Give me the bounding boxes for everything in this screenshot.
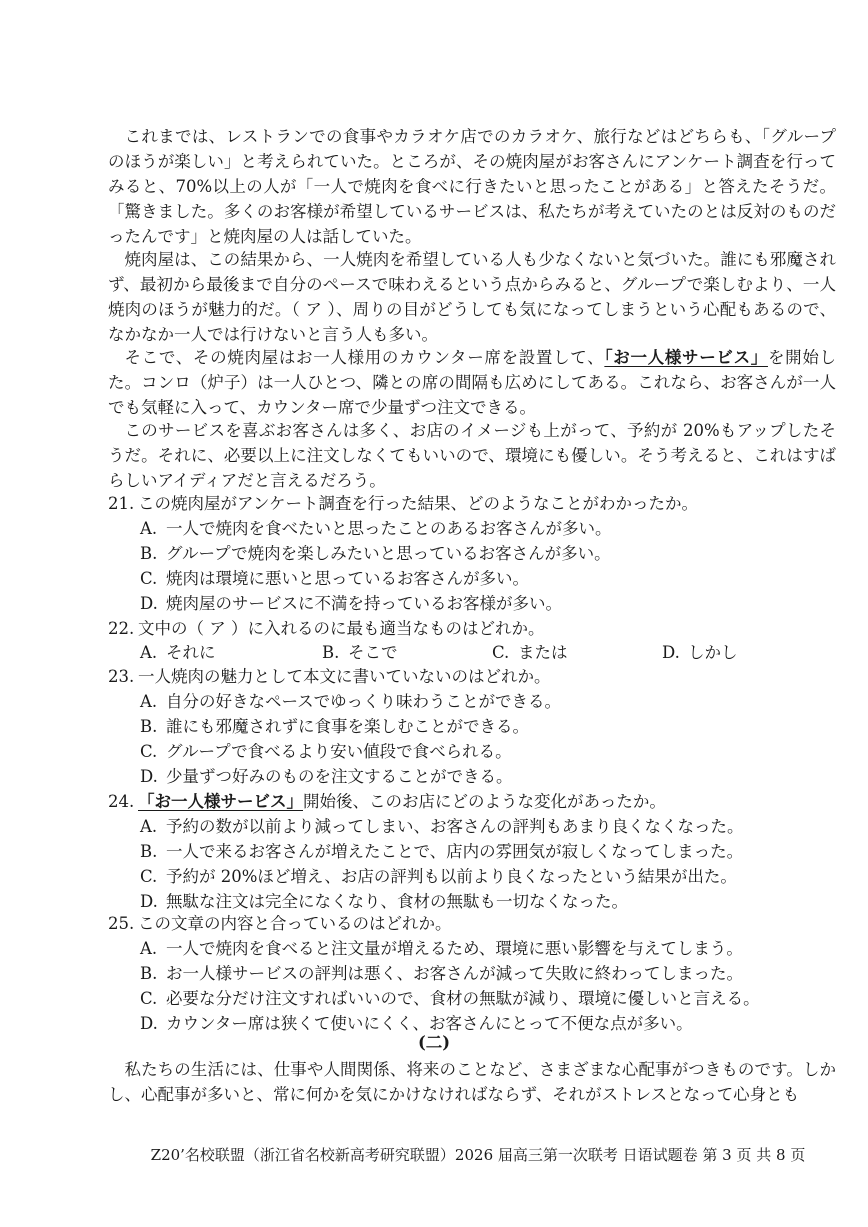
passage-paragraph-2: 焼肉屋は、この結果から、一人焼肉を希望している人も少なくないと気づいた。誰にも邪魔されず、最初から最後まで自分のペースで味わえるという点からみると、グループで楽しむより、一人焼肉のほうが魅力的だ。（ ア ）、周りの目がどうしても気になってしまうという心配もあるので、なかなか一人では行けないと言う人も多い。: [108, 250, 836, 344]
option-letter: B.: [140, 964, 158, 983]
underlined-phrase: 「お一人様サービス」: [138, 792, 303, 811]
question-21: [108, 492, 848, 516]
option-text: 一人で焼肉を食べると注文量が増えるため、環境に悪い影響を与えてしまう。: [166, 939, 743, 958]
option-letter: C.: [140, 742, 158, 761]
question-text: この文章の内容と合っているのはどれか。: [138, 914, 452, 933]
passage-text: そこで、その焼肉屋はお一人様用のカウンター席を設置して、: [124, 348, 605, 367]
option-letter: D.: [662, 643, 680, 662]
option-text: 必要な分だけ注文すればいいので、食材の無駄が減り、環境に優しいと言える。: [166, 989, 760, 1008]
option-text: しかし: [688, 643, 738, 662]
option-letter: A.: [140, 817, 158, 836]
option-letter: A.: [140, 643, 158, 662]
option-text: カウンター席は狭くて使いにくく、お客さんにとって不便な点が多い。: [166, 1014, 693, 1033]
question-text: 文中の（ ア ）に入れるのに最も適当なものはどれか。: [138, 619, 545, 638]
option-text: 少量ずつ好みのものを注文することができる。: [166, 767, 513, 786]
option-text: 焼肉は環境に悪いと思っているお客さんが多い。: [166, 569, 529, 588]
question-22: [108, 617, 848, 641]
option-25-b: [140, 962, 840, 986]
passage-paragraph-3: [108, 345, 836, 420]
option-24-d: [140, 890, 840, 914]
question-number: 25.: [108, 914, 135, 933]
option-letter: C.: [140, 989, 158, 1008]
option-text: 無駄な注文は完全になくなり、食材の無駄も一切なくなった。: [166, 892, 628, 911]
option-23-a: [140, 690, 840, 714]
passage-paragraph-1: これまでは、レストランでの食事やカラオケ店でのカラオケ、旅行などはどちらも、「グループのほうが楽しい」と考えられていた。ところが、その焼肉屋がお客さんにアンケート調査を行ってみると、70%以上の人が「一人で焼肉を食べに行きたいと思ったことがある」と答えたそうだ。「驚きました。多くのお客様が希望しているサービスは、私たちが考えていたのとは反対のものだったんです」と焼肉屋の人は話していた。: [108, 127, 836, 246]
option-text: グループで食べるより安い値段で食べられる。: [166, 742, 512, 761]
option-21-d: [140, 592, 840, 616]
option-text: そこで: [348, 643, 398, 662]
section2-paragraph-1: 私たちの生活には、仕事や人間関係、将来のことなど、さまざまな心配事がつきものです。しかし、心配事が多いと、常に何かを気にかけなければならず、それがストレスとなって心身とも: [108, 1060, 836, 1104]
option-letter: A.: [140, 519, 158, 538]
question-number: 23.: [108, 667, 135, 686]
option-letter: C.: [140, 569, 158, 588]
option-24-c: [140, 865, 840, 889]
option-22-c: [492, 641, 568, 665]
option-letter: C.: [492, 643, 510, 662]
passage-paragraph-4: このサービスを喜ぶお客さんは多く、お店のイメージも上がって、予約が 20%もアップしたそうだ。それに、必要以上に注文しなくてもいいので、環境にも優しい。そう考えると、これはすばらしいアイディアだと言えるだろう。: [108, 421, 836, 490]
option-21-b: [140, 542, 840, 566]
question-text: この焼肉屋がアンケート調査を行った結果、どのようなことがわかったか。: [138, 494, 699, 513]
question-25: [108, 912, 848, 936]
option-21-a: [140, 517, 840, 541]
option-24-b: [140, 840, 840, 864]
option-text: 一人で焼肉を食べたいと思ったことのあるお客さんが多い。: [166, 519, 612, 538]
page-footer: Z20’名校联盟（浙江省名校新高考研究联盟）2026 届高三第一次联考 日语试题卷 第 3 页 共 8 页: [150, 1146, 806, 1164]
option-23-d: [140, 765, 840, 789]
section-heading: (二): [417, 1033, 451, 1052]
underlined-phrase: 「お一人様サービス」: [604, 348, 768, 367]
option-23-c: [140, 740, 840, 764]
option-text: 一人で来るお客さんが増えたことで、店内の雰囲気が寂しくなってしまった。: [166, 842, 744, 861]
question-text: 一人焼肉の魅力として本文に書いていないのはどれか。: [138, 667, 551, 686]
option-24-a: [140, 815, 840, 839]
option-text: または: [518, 643, 568, 662]
option-22-b: [322, 641, 398, 665]
question-text: 開始後、このお店にどのような変化があったか。: [303, 792, 666, 811]
option-text: お一人様サービスの評判は悪く、お客さんが減って失敗に終わってしまった。: [166, 964, 744, 983]
option-letter: D.: [140, 594, 158, 613]
option-text: 予約の数が以前より減ってしまい、お客さんの評判もあまり良くなくなった。: [166, 817, 744, 836]
option-23-b: [140, 715, 840, 739]
option-text: それに: [166, 643, 216, 662]
option-22-d: [662, 641, 738, 665]
option-letter: D.: [140, 1014, 158, 1033]
option-text: グループで焼肉を楽しみたいと思っているお客さんが多い。: [166, 544, 611, 563]
question-number: 21.: [108, 494, 135, 513]
option-25-a: [140, 937, 840, 961]
option-letter: B.: [140, 544, 158, 563]
option-letter: D.: [140, 767, 158, 786]
option-25-c: [140, 987, 840, 1011]
option-letter: A.: [140, 692, 158, 711]
option-text: 誰にも邪魔されずに食事を楽しむことができる。: [166, 717, 529, 736]
option-21-c: [140, 567, 840, 591]
passage-text: を開始した。コンロ（炉子）は一人ひとつ、隣との席の間隔も広めにしてある。これなら、お客さんが一人でも気軽に入って、カウンター席で少量ずつ注文できる。: [108, 348, 837, 417]
option-text: 予約が 20%ほど増え、お店の評判も以前より良くなったという結果が出た。: [166, 867, 737, 886]
question-24: [108, 790, 848, 814]
option-letter: B.: [140, 842, 158, 861]
question-number: 24.: [108, 792, 135, 811]
option-letter: B.: [322, 643, 340, 662]
option-letter: A.: [140, 939, 158, 958]
option-letter: C.: [140, 867, 158, 886]
option-22-a: [140, 641, 216, 665]
question-23: [108, 665, 848, 689]
option-letter: B.: [140, 717, 158, 736]
option-text: 自分の好きなペースでゆっくり味わうことができる。: [166, 692, 562, 711]
option-text: 焼肉屋のサービスに不満を持っているお客様が多い。: [166, 594, 562, 613]
option-letter: D.: [140, 892, 158, 911]
question-number: 22.: [108, 619, 135, 638]
